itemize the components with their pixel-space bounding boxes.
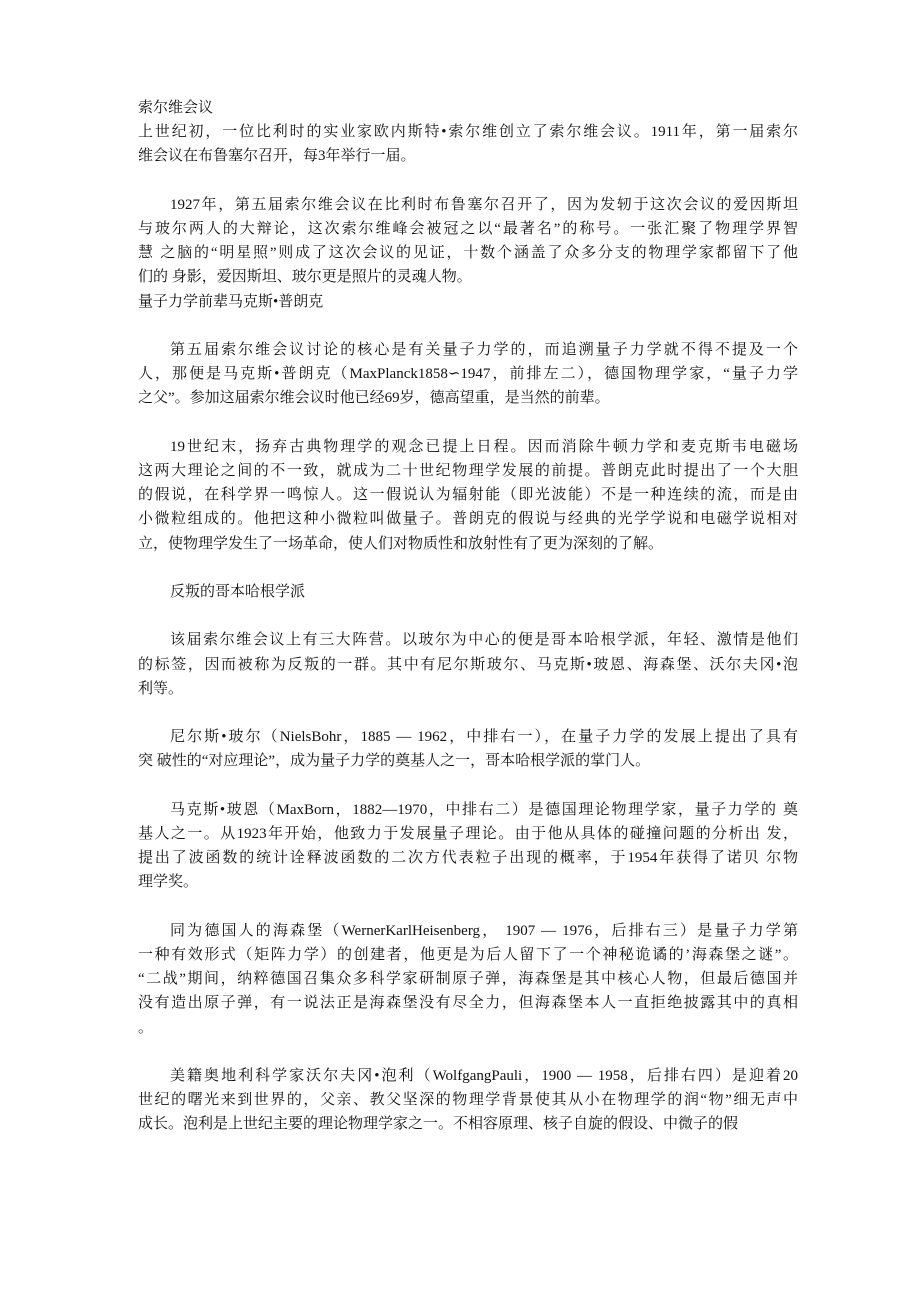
text-line: 与玻尔两人的大辩论，这次索尔维峰会被冠之以“最著名”的称号。一张汇聚了物理学界智 (138, 221, 798, 237)
paragraph-spacer (138, 1040, 798, 1064)
section-subheading (138, 580, 798, 604)
text-line: “二战”期间，纳粹德国召集众多科学家研制原子弹，海森堡是其中核心人物，但最后德国并 (138, 971, 798, 988)
paragraph (138, 120, 798, 168)
paragraph-spacer (138, 556, 798, 580)
text-line: 立，使物理学发生了一场革命，使人们对物质性和放射性有了更为深刻的了解。 (138, 535, 664, 552)
text-line: 们的 身影，爱因斯坦、玻尔更是照片的灵魂人物。 (138, 269, 472, 286)
text-line: 19世纪末，扬弃古典物理学的观念已提上日程。因而消除牛顿力学和麦克斯韦电磁场 (170, 438, 798, 455)
text-line: 提出了波函数的统计诠释波函数的二次方代表粒子出现的概率，于1954年获得了诺贝 尔物 (138, 850, 798, 867)
paragraph-spacer (138, 411, 798, 435)
text-line: 该届索尔维会议上有三大阵营。以玻尔为中心的便是哥本哈根学派，年轻、激情是他们 (170, 632, 798, 649)
text-line: 美籍奥地利科学家沃尔夫冈•泡利（WolfgangPauli，1900 — 1958，后排右四）是迎着20 (170, 1067, 798, 1084)
text-line: 的假说，在科学界一鸣惊人。这一假说认为辐射能（即光波能）不是一种连续的流，而是由 (138, 487, 798, 504)
paragraph (138, 435, 798, 556)
paragraph-spacer (138, 314, 798, 338)
paragraph (138, 193, 798, 290)
paragraph (138, 798, 798, 895)
text-line: 上世纪初，一位比利时的实业家欧内斯特•索尔维创立了索尔维会议。1911年，第一届索尔 (138, 124, 798, 141)
text-line: 人，那便是马克斯•普朗克（MaxPlanck1858∽1947，前排左二），德国物理学家，“量子力学 (138, 366, 798, 383)
section-heading (138, 290, 798, 314)
text-line: 反叛的哥本哈根学派 (170, 584, 306, 600)
paragraph-spacer (138, 774, 798, 798)
text-line: 同为德国人的海森堡（WernerKarlHeisenberg， 1907 — 1976，后排右三）是量子力学第 (170, 922, 798, 939)
paragraph (138, 1064, 798, 1137)
text-line: 。 (138, 1019, 154, 1036)
text-line: 之父”。参加这届索尔维会议时他已经69岁，德高望重，是当然的前辈。 (138, 390, 610, 407)
paragraph-spacer (138, 169, 798, 193)
text-line: 小微粒组成的。他把这种小微粒叫做量子。普朗克的假说与经典的光学学说和电磁学说相对 (138, 511, 798, 528)
text-line: 的标签，因而被称为反叛的一群。其中有尼尔斯玻尔、马克斯•玻恩、海森堡、沃尔夫冈•泡 (138, 656, 798, 673)
paragraph-spacer (138, 701, 798, 725)
paragraph (138, 628, 798, 701)
text-line: 这两大理论之间的不一致，就成为二十世纪物理学发展的前提。普朗克此时提出了一个大胆 (138, 463, 798, 479)
paragraph (138, 338, 798, 411)
text-line: 理学奖。 (138, 874, 199, 891)
document-body (138, 96, 798, 1137)
section-heading (138, 96, 798, 120)
text-line: 马克斯•玻恩（MaxBorn，1882—1970，中排右二）是德国理论物理学家，量子力学的 奠 (170, 801, 798, 818)
text-line: 成长。泡利是上世纪主要的理论物理学家之一。不相容原理、核子自旋的假设、中微子的假 (138, 1116, 739, 1133)
text-line: 利等。 (138, 680, 184, 697)
text-line: 尼尔斯•玻尔（NielsBohr，1885 — 1962，中排右一），在量子力学的发展上提出了具有 (170, 729, 798, 746)
text-line: 一种有效形式（矩阵力学）的创建者，他更是为后人留下了一个神秘诡谲的’海森堡之谜”。 (138, 946, 798, 963)
paragraph (138, 725, 798, 773)
text-line: 世纪的曙光来到世界的，父亲、教父坚深的物理学背景使其从小在物理学的润“物”细无声中 (138, 1092, 798, 1109)
text-line: 第五届索尔维会议讨论的核心是有关量子力学的，而追溯量子力学就不得不提及一个 (170, 342, 798, 358)
text-line: 量子力学前辈马克斯•普朗克 (138, 293, 324, 310)
text-line: 维会议在布鲁塞尔召开，每3年举行一届。 (138, 148, 416, 165)
text-line: 基人之一。从1923年开始，他致力于发展量子理论。由于他从具体的碰撞问题的分析出 发， (138, 825, 798, 842)
text-line: 1927年，第五届索尔维会议在比利时布鲁塞尔召开了，因为发轫于这次会议的爱因斯坦 (170, 196, 798, 213)
paragraph-spacer (138, 895, 798, 919)
paragraph-spacer (138, 604, 798, 628)
text-line: 突 破性的“对应理论”，成为量子力学的奠基人之一，哥本哈根学派的掌门人。 (138, 753, 651, 770)
text-line: 没有造出原子弹，有一说法正是海森堡没有尽全力，但海森堡本人一直拒绝披露其中的真相 (138, 995, 798, 1012)
text-line: 慧 之脑的“明星照”则成了这次会议的见证，十数个涵盖了众多分支的物理学家都留下了他 (138, 245, 798, 262)
text-line: 索尔维会议 (138, 100, 214, 116)
paragraph (138, 919, 798, 1040)
